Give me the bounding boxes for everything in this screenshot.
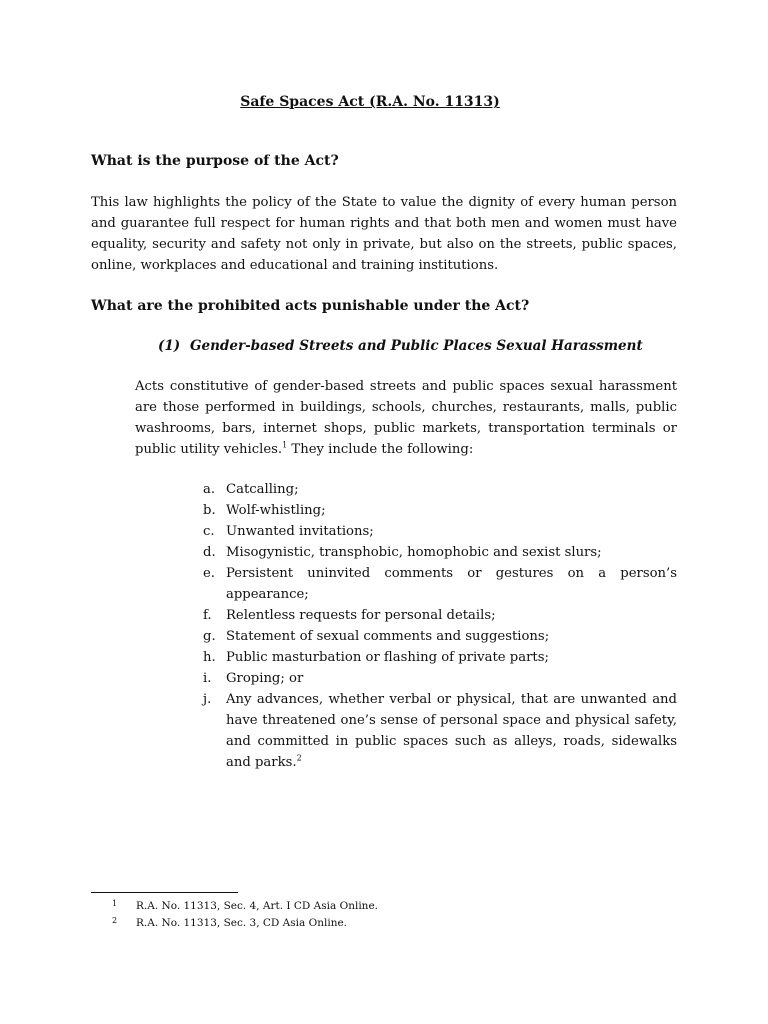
list-item — [203, 479, 677, 500]
section-1-number: (1) — [158, 338, 181, 354]
list-item-text: Misogynistic, transphobic, homophobic and sexist slurs; — [226, 545, 602, 560]
list-item-j-text: Any advances, whether verbal or physical, that are unwanted and have threatened one’s sense of personal space and physical safety, and committed in public spaces such as alleys, roads, sidewalks and parks. — [226, 692, 677, 770]
list-item — [203, 668, 677, 689]
list-marker: e. — [203, 566, 215, 581]
purpose-paragraph: This law highlights the policy of the State to value the dignity of every human person and guarantee full respect for human rights and that both men and women must have equality, security and safety not only in private, but also on the streets, public spaces, online, workplaces and educational and training institutions. — [91, 195, 677, 273]
list-item-text: Wolf-whistling; — [226, 503, 326, 518]
list-marker: b. — [203, 503, 216, 518]
list-item-text: Groping; or — [226, 671, 304, 686]
list-item-text: Catcalling; — [226, 482, 299, 497]
section-1-paragraph-tail: They include the following: — [287, 442, 474, 457]
footnote-2 — [112, 915, 378, 932]
footnote-number: 1 — [112, 899, 118, 908]
list-marker: f. — [203, 608, 212, 623]
list-item-text — [226, 689, 677, 773]
document-title: Safe Spaces Act (R.A. No. 11313) — [240, 94, 500, 110]
footnote-reference-2[interactable]: 2 — [296, 753, 302, 763]
list-item — [203, 647, 677, 668]
list-marker: g. — [203, 629, 216, 644]
footnote-separator — [91, 892, 238, 893]
list-item — [203, 521, 677, 542]
list-item-text: Unwanted invitations; — [226, 524, 374, 539]
footnote-text: R.A. No. 11313, Sec. 4, Art. I CD Asia Online. — [136, 900, 378, 912]
list-item — [203, 563, 677, 605]
list-item — [203, 605, 677, 626]
list-item — [203, 542, 677, 563]
footnote-text: R.A. No. 11313, Sec. 3, CD Asia Online. — [136, 917, 348, 929]
section-1-paragraph-text: Acts constitutive of gender-based streets and public spaces sexual harassment are those performed in buildings, schools, churches, restaurants, malls, public washrooms, bars, internet shops, public markets, transportation terminals or public utility vehicles. — [135, 379, 677, 457]
footnote-number: 2 — [112, 916, 118, 925]
footnote-1 — [112, 898, 378, 915]
list-marker: c. — [203, 524, 215, 539]
prohibited-acts-heading: What are the prohibited acts punishable under the Act? — [91, 298, 530, 314]
list-item — [203, 626, 677, 647]
list-marker: i. — [203, 671, 212, 686]
section-1-paragraph — [135, 376, 677, 460]
list-item-text: Statement of sexual comments and suggestions; — [226, 629, 550, 644]
list-marker: a. — [203, 482, 216, 497]
prohibited-acts-list — [203, 479, 677, 773]
purpose-question-heading: What is the purpose of the Act? — [91, 153, 339, 169]
list-item-text: Relentless requests for personal details; — [226, 608, 496, 623]
list-item-text: Public masturbation or flashing of private parts; — [226, 650, 549, 665]
section-1-title: Gender-based Streets and Public Places Sexual Harassment — [190, 338, 643, 354]
footnote-reference-1[interactable]: 1 — [282, 440, 288, 450]
list-item — [203, 689, 677, 773]
list-item-text: Persistent uninvited comments or gestures on a person’s appearance; — [226, 566, 677, 602]
list-marker: h. — [203, 650, 216, 665]
list-marker: d. — [203, 545, 216, 560]
list-item — [203, 500, 677, 521]
section-1-heading — [158, 338, 643, 354]
footnotes — [112, 898, 378, 932]
list-marker: j. — [203, 692, 212, 707]
